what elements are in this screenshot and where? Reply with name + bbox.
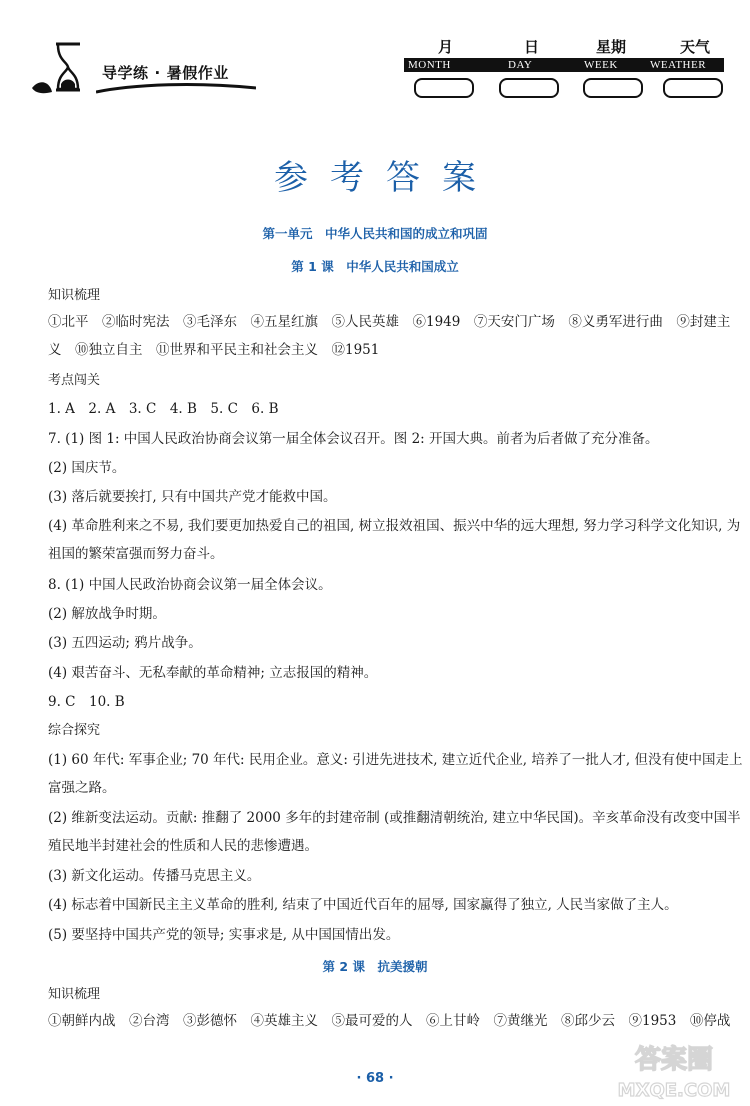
weather-input-box[interactable] xyxy=(663,78,723,98)
page-title: 参考答案 xyxy=(274,158,498,198)
month-input-box[interactable] xyxy=(414,78,474,98)
answer-line: (1) 60 年代: 军事企业; 70 年代: 民用企业。意义: 引进先进技术, 建立近代企业, 培养了一批人才, 但没有使中国走上 xyxy=(48,752,743,768)
unit-title: 第一单元 中华人民共和国的成立和巩固 xyxy=(262,226,488,241)
section-heading: 综合探究 xyxy=(48,723,101,738)
answer-line: (3) 新文化运动。传播马克思主义。 xyxy=(48,868,261,884)
answer-line: 义 ⑩独立自主 ⑪世界和平民主和社会主义 ⑫1951 xyxy=(48,342,380,358)
brand-swoosh-decoration xyxy=(96,80,256,96)
week-label: 星期 xyxy=(596,38,627,56)
answer-line: (4) 标志着中国新民主主义革命的胜利, 结束了中国近代百年的屈辱, 国家赢得了独立, 人民当家做了主人。 xyxy=(48,897,678,913)
answer-line: 8. (1) 中国人民政治协商会议第一届全体会议。 xyxy=(48,577,332,593)
watermark-logo xyxy=(608,1038,740,1104)
answer-line: 富强之路。 xyxy=(48,780,116,796)
day-input-box[interactable] xyxy=(499,78,559,98)
calendar-english-bar: MONTH DAY WEEK WEATHER xyxy=(404,58,724,72)
weather-label: 天气 xyxy=(680,38,711,56)
month-label: 月 xyxy=(438,38,454,56)
answer-line: 1. A 2. A 3. C 4. B 5. C 6. B xyxy=(48,401,279,417)
answer-line: (2) 维新变法运动。贡献: 推翻了 2000 多年的封建帝制 (或推翻清朝统治, 建立中华民国)。辛亥革命没有改变中国半 xyxy=(48,810,741,826)
answer-line: ①朝鲜内战 ②台湾 ③彭德怀 ④英雄主义 ⑤最可爱的人 ⑥上甘岭 ⑦黄继光 ⑧邱少云 ⑨1953 ⑩停战 xyxy=(48,1013,731,1029)
answer-line: 祖国的繁荣富强而努力奋斗。 xyxy=(48,546,224,562)
answer-line: ①北平 ②临时宪法 ③毛泽东 ④五星红旗 ⑤人民英雄 ⑥1949 ⑦天安门广场 ⑧义勇军进行曲 ⑨封建主 xyxy=(48,314,731,330)
hourglass-icon xyxy=(30,38,100,96)
page-header xyxy=(0,0,750,105)
answer-line: 9. C 10. B xyxy=(48,694,125,710)
brand-name: 导学练 · 暑假作业 xyxy=(102,64,229,82)
day-label: 日 xyxy=(524,38,540,56)
answer-line: 7. (1) 图 1: 中国人民政治协商会议第一届全体会议召开。图 2: 开国大典。前者为后者做了充分准备。 xyxy=(48,431,659,447)
svg-text:答案圈: 答案圈 xyxy=(634,1045,714,1075)
answer-line: 殖民地半封建社会的性质和人民的悲惨遭遇。 xyxy=(48,838,318,854)
answer-line: (5) 要坚持中国共产党的领导; 实事求是, 从中国国情出发。 xyxy=(48,927,400,943)
answer-line: (2) 国庆节。 xyxy=(48,460,126,476)
page-number: · 68 · xyxy=(356,1071,394,1086)
week-input-box[interactable] xyxy=(583,78,643,98)
lesson-1-title: 第 1 课 中华人民共和国成立 xyxy=(291,259,459,274)
calendar-labels xyxy=(404,36,724,58)
section-heading: 考点闯关 xyxy=(48,373,101,388)
answer-line: (3) 落后就要挨打, 只有中国共产党才能救中国。 xyxy=(48,489,337,505)
svg-text:MXQE.COM: MXQE.COM xyxy=(617,1080,731,1101)
answer-line: (4) 革命胜利来之不易, 我们要更加热爱自己的祖国, 树立报效祖国、振兴中华的远大理想, 努力学习科学文化知识, 为 xyxy=(48,518,741,534)
lesson-2-title: 第 2 课 抗美援朝 xyxy=(322,959,428,974)
section-heading: 知识梳理 xyxy=(48,987,101,1002)
answer-line: (3) 五四运动; 鸦片战争。 xyxy=(48,635,202,651)
section-heading: 知识梳理 xyxy=(48,288,101,303)
answer-line: (4) 艰苦奋斗、无私奉献的革命精神; 立志报国的精神。 xyxy=(48,665,378,681)
answer-line: (2) 解放战争时期。 xyxy=(48,606,166,622)
